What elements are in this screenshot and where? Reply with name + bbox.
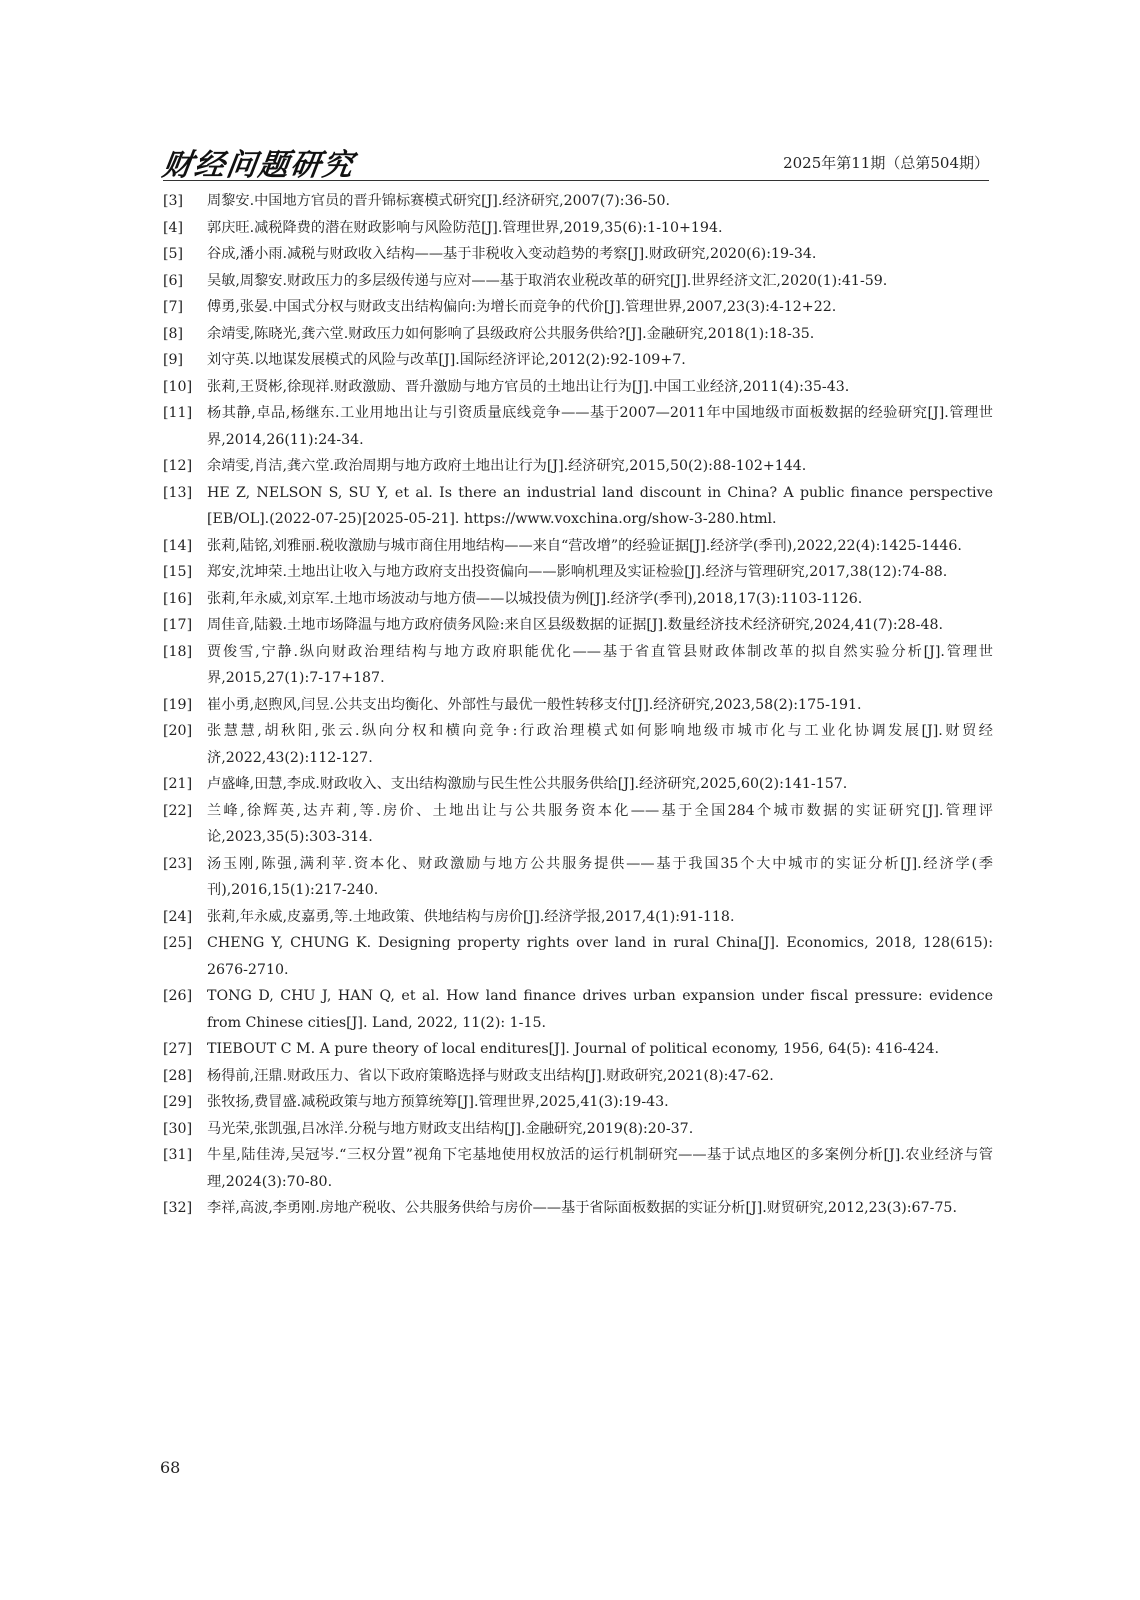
- reference-item: [163, 612, 993, 639]
- issue-info: 2025年第11期（总第504期）: [783, 154, 989, 172]
- reference-item: [163, 639, 993, 692]
- reference-item: [163, 400, 993, 453]
- reference-text: 贾俊雪,宁静.纵向财政治理结构与地方政府职能优化——基于省直管县财政体制改革的拟自然实验分析[J].管理世界,2015,27(1):7-17+187.: [207, 643, 993, 686]
- reference-item: [163, 1089, 993, 1116]
- reference-text: 张莉,年永威,皮嘉勇,等.土地政策、供地结构与房价[J].经济学报,2017,4(1):91-118.: [207, 908, 735, 925]
- reference-text: 杨其静,卓品,杨继东.工业用地出让与引资质量底线竞争——基于2007—2011年中国地级市面板数据的经验研究[J].管理世界,2014,26(11):24-34.: [207, 405, 993, 448]
- reference-item: [163, 559, 993, 586]
- reference-number: [26]: [163, 988, 193, 1004]
- reference-number: [19]: [163, 696, 193, 713]
- reference-text: 兰峰,徐辉英,达卉莉,等.房价、土地出让与公共服务资本化——基于全国284个城市数据的实证研究[J].管理评论,2023,35(5):303-314.: [207, 802, 993, 845]
- reference-text: 谷成,潘小雨.减税与财政收入结构——基于非税收入变动趋势的考察[J].财政研究,2020(6):19-34.: [207, 246, 817, 262]
- reference-text: 杨得前,汪鼎.财政压力、省以下政府策略选择与财政支出结构[J].财政研究,2021(8):47-62.: [207, 1067, 774, 1084]
- reference-text: 周黎安.中国地方官员的晋升锦标赛模式研究[J].经济研究,2007(7):36-50.: [207, 193, 670, 209]
- reference-number: [20]: [163, 723, 193, 739]
- page-header: [160, 140, 989, 183]
- reference-number: [12]: [163, 458, 193, 474]
- reference-text: 汤玉刚,陈强,满利苹.资本化、财政激励与地方公共服务提供——基于我国35个大中城市的实证分析[J].经济学(季刊),2016,15(1):217-240.: [207, 855, 993, 898]
- reference-text: 李祥,高波,李勇刚.房地产税收、公共服务供给与房价——基于省际面板数据的实证分析[J].财贸研究,2012,23(3):67-75.: [207, 1200, 957, 1216]
- reference-text: 崔小勇,赵煦风,闫昱.公共支出均衡化、外部性与最优一般性转移支付[J].经济研究,2023,58(2):175-191.: [207, 696, 862, 713]
- reference-number: [4]: [163, 219, 184, 236]
- reference-number: [22]: [163, 802, 193, 819]
- reference-list: [163, 188, 993, 1222]
- reference-item: [163, 188, 993, 215]
- reference-item: [163, 347, 993, 374]
- reference-number: [30]: [163, 1120, 193, 1137]
- reference-item: [163, 1036, 993, 1063]
- reference-item: [163, 268, 993, 295]
- reference-text: TIEBOUT C M. A pure theory of local enditures[J]. Journal of political economy, 1956, 64(5): 416-424.: [207, 1041, 940, 1057]
- reference-number: [27]: [163, 1041, 193, 1057]
- reference-item: [163, 904, 993, 931]
- reference-item: [163, 374, 993, 401]
- reference-number: [21]: [163, 776, 193, 792]
- reference-number: [32]: [163, 1200, 193, 1216]
- reference-number: [14]: [163, 537, 193, 554]
- reference-text: 张慧慧,胡秋阳,张云.纵向分权和横向竞争:行政治理模式如何影响地级市城市化与工业化协调发展[J].财贸经济,2022,43(2):112-127.: [207, 723, 993, 766]
- reference-item: [163, 983, 993, 1036]
- reference-text: 周佳音,陆毅.土地市场降温与地方政府债务风险:来自区县级数据的证据[J].数量经济技术经济研究,2024,41(7):28-48.: [207, 617, 944, 633]
- reference-number: [25]: [163, 935, 193, 951]
- reference-text: 卢盛峰,田慧,李成.财政收入、支出结构激励与民生性公共服务供给[J].经济研究,2025,60(2):141-157.: [207, 776, 848, 792]
- reference-number: [24]: [163, 908, 193, 925]
- reference-text: 余靖雯,陈晓光,龚六堂.财政压力如何影响了县级政府公共服务供给?[J].金融研究,2018(1):18-35.: [207, 325, 815, 342]
- reference-number: [3]: [163, 193, 184, 209]
- reference-item: [163, 851, 993, 904]
- reference-number: [5]: [163, 246, 184, 262]
- reference-text: 牛星,陆佳涛,吴冠岑.“三权分置”视角下宅基地使用权放活的运行机制研究——基于试点地区的多案例分析[J].农业经济与管理,2024(3):70-80.: [207, 1147, 993, 1190]
- reference-text: TONG D, CHU J, HAN Q, et al. How land finance drives urban expansion under fiscal pressure: evidence from Chinese cities[J]. Land, 2022, 11(2): 1-15.: [207, 988, 993, 1031]
- reference-text: 张莉,王贤彬,徐现祥.财政激励、晋升激励与地方官员的土地出让行为[J].中国工业经济,2011(4):35-43.: [207, 378, 850, 395]
- reference-item: [163, 771, 993, 798]
- reference-text: 傅勇,张晏.中国式分权与财政支出结构偏向:为增长而竞争的代价[J].管理世界,2007,23(3):4-12+22.: [207, 299, 837, 315]
- reference-text: 刘守英.以地谋发展模式的风险与改革[J].国际经济评论,2012(2):92-109+7.: [207, 352, 686, 368]
- page-number: 68: [160, 1458, 181, 1477]
- reference-item: [163, 321, 993, 348]
- reference-text: 张牧扬,费冒盛.减税政策与地方预算统筹[J].管理世界,2025,41(3):19-43.: [207, 1094, 669, 1110]
- reference-text: 张莉,陆铭,刘雅丽.税收激励与城市商住用地结构——来自“营改增”的经验证据[J].经济学(季刊),2022,22(4):1425-1446.: [207, 537, 962, 554]
- reference-text: 郑安,沈坤荣.土地出让收入与地方政府支出投资偏向——影响机理及实证检验[J].经济与管理研究,2017,38(12):74-88.: [207, 564, 948, 580]
- reference-text: CHENG Y, CHUNG K. Designing property rights over land in rural China[J]. Economics, 2018, 128(615): 2676-2710.: [207, 935, 993, 978]
- reference-number: [17]: [163, 617, 193, 633]
- reference-number: [16]: [163, 590, 193, 607]
- reference-item: [163, 533, 993, 560]
- reference-number: [9]: [163, 352, 184, 368]
- reference-number: [31]: [163, 1147, 193, 1163]
- reference-item: [163, 294, 993, 321]
- reference-item: [163, 930, 993, 983]
- reference-text: 余靖雯,肖洁,龚六堂.政治周期与地方政府土地出让行为[J].经济研究,2015,50(2):88-102+144.: [207, 458, 807, 474]
- reference-text: 吴敏,周黎安.财政压力的多层级传递与应对——基于取消农业税改革的研究[J].世界经济文汇,2020(1):41-59.: [207, 272, 888, 289]
- reference-item: [163, 215, 993, 242]
- reference-number: [23]: [163, 855, 193, 872]
- reference-text: 张莉,年永威,刘京军.土地市场波动与地方债——以城投债为例[J].经济学(季刊),2018,17(3):1103-1126.: [207, 590, 863, 607]
- reference-item: [163, 1195, 993, 1222]
- reference-number: [18]: [163, 643, 193, 660]
- reference-item: [163, 1063, 993, 1090]
- journal-logo: 财经问题研究: [160, 148, 357, 183]
- reference-number: [29]: [163, 1094, 193, 1110]
- reference-item: [163, 1142, 993, 1195]
- reference-item: [163, 692, 993, 719]
- reference-item: [163, 586, 993, 613]
- reference-number: [15]: [163, 564, 193, 580]
- reference-item: [163, 798, 993, 851]
- reference-item: [163, 453, 993, 480]
- reference-text: 马光荣,张凯强,吕冰洋.分税与地方财政支出结构[J].金融研究,2019(8):20-37.: [207, 1120, 694, 1137]
- reference-number: [11]: [163, 405, 193, 421]
- reference-number: [6]: [163, 272, 184, 289]
- reference-item: [163, 241, 993, 268]
- reference-item: [163, 480, 993, 533]
- reference-item: [163, 718, 993, 771]
- reference-number: [28]: [163, 1067, 193, 1084]
- reference-number: [7]: [163, 299, 184, 315]
- reference-item: [163, 1116, 993, 1143]
- reference-number: [13]: [163, 484, 193, 501]
- reference-number: [10]: [163, 378, 193, 395]
- reference-number: [8]: [163, 325, 184, 342]
- reference-text: 郭庆旺.减税降费的潜在财政影响与风险防范[J].管理世界,2019,35(6):1-10+194.: [207, 219, 723, 236]
- reference-text: HE Z, NELSON S, SU Y, et al. Is there an industrial land discount in China? A public finance perspective [EB/OL].(2022-07-25)[2025-05-21]. https://www.voxchina.org/show-3-280.html.: [207, 484, 993, 527]
- header-rule: [163, 180, 989, 181]
